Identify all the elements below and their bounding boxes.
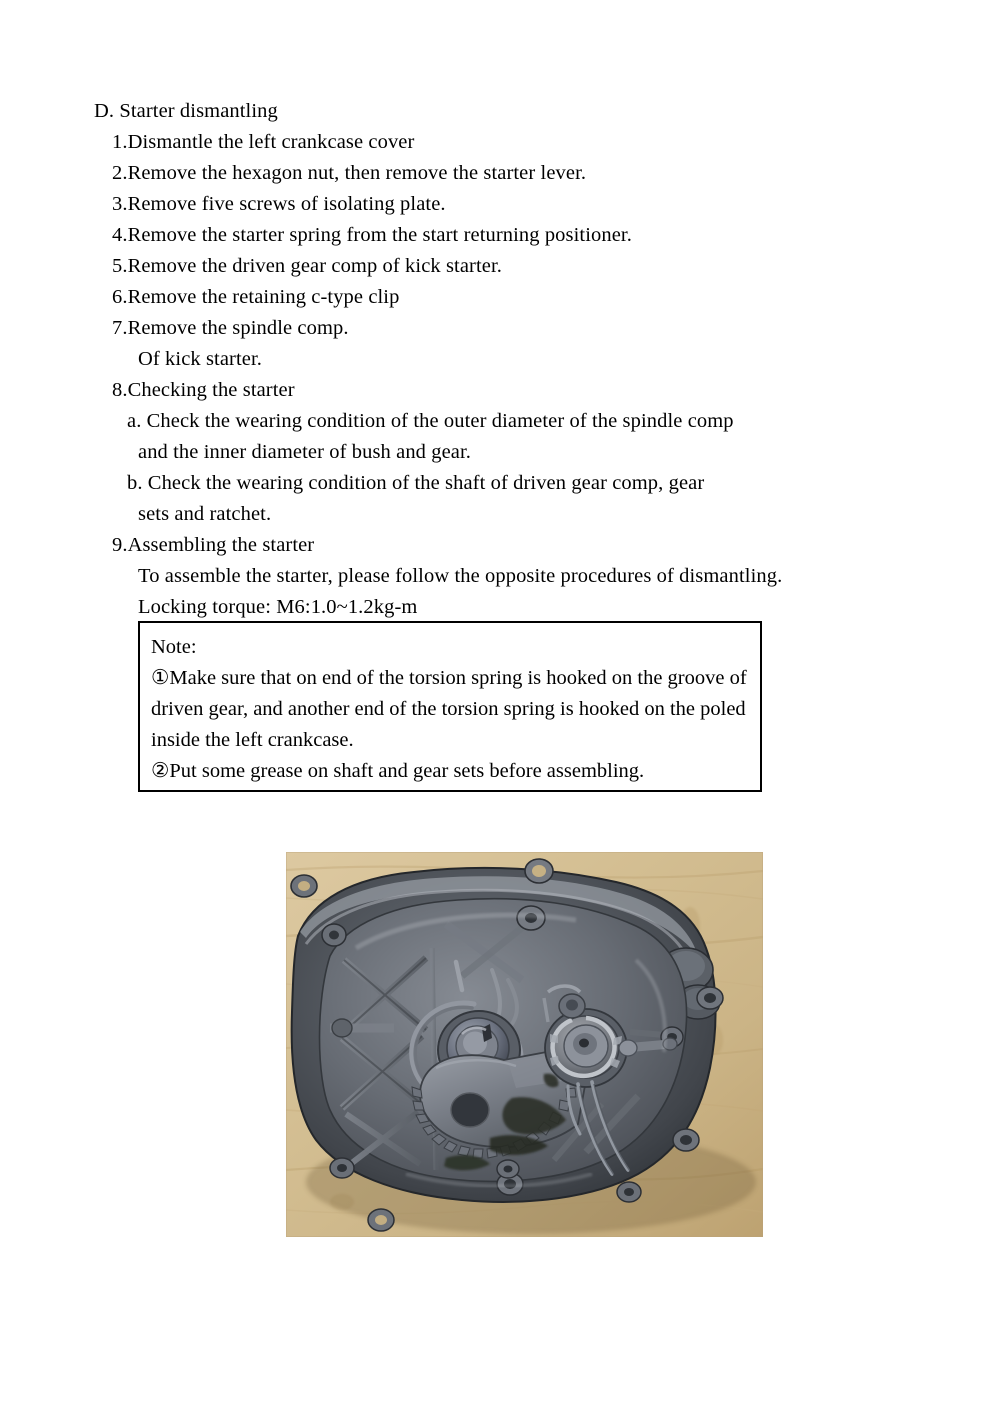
list-item-9-continuation-2: Locking torque: M6:1.0~1.2kg-m <box>138 596 418 618</box>
list-item-2: 2.Remove the hexagon nut, then remove the starter lever. <box>112 162 587 184</box>
list-item-4: 4.Remove the starter spring from the start returning positioner. <box>112 224 632 246</box>
note-item-1-line-2: driven gear, and another end of the torsion spring is hooked on the poled <box>151 698 746 720</box>
list-item-7: 7.Remove the spindle comp. <box>112 317 349 339</box>
list-item-8a-continuation: and the inner diameter of bush and gear. <box>138 441 472 463</box>
note-content <box>151 632 751 787</box>
crankcase-photo-graphic <box>286 852 763 1237</box>
note-title: Note: <box>151 636 197 658</box>
list-item-5: 5.Remove the driven gear comp of kick starter. <box>112 255 502 277</box>
list-item-8: 8.Checking the starter <box>112 379 295 401</box>
list-item-8b: b. Check the wearing condition of the shaft of driven gear comp, gear <box>127 472 705 494</box>
note-item-1-line-3: inside the left crankcase. <box>151 729 354 751</box>
list-item-3: 3.Remove five screws of isolating plate. <box>112 193 446 215</box>
list-item-8a: a. Check the wearing condition of the outer diameter of the spindle comp <box>127 410 734 432</box>
crankcase-cover-photo <box>286 852 763 1237</box>
section-heading: D. Starter dismantling <box>94 100 278 122</box>
note-item-2: ②Put some grease on shaft and gear sets before assembling. <box>151 760 645 782</box>
list-item-6: 6.Remove the retaining c-type clip <box>112 286 400 308</box>
note-item-1-line-1: ①Make sure that on end of the torsion spring is hooked on the groove of <box>151 667 747 689</box>
gear-lightening-hole <box>451 1093 489 1127</box>
note-box <box>138 621 762 792</box>
list-item-9: 9.Assembling the starter <box>112 534 315 556</box>
list-item-7-continuation: Of kick starter. <box>138 348 262 370</box>
list-item-9-continuation-1: To assemble the starter, please follow the opposite procedures of dismantling. <box>138 565 783 587</box>
instruction-list <box>90 96 790 623</box>
list-item-1: 1.Dismantle the left crankcase cover <box>112 131 415 153</box>
list-item-8b-continuation: sets and ratchet. <box>138 503 272 525</box>
